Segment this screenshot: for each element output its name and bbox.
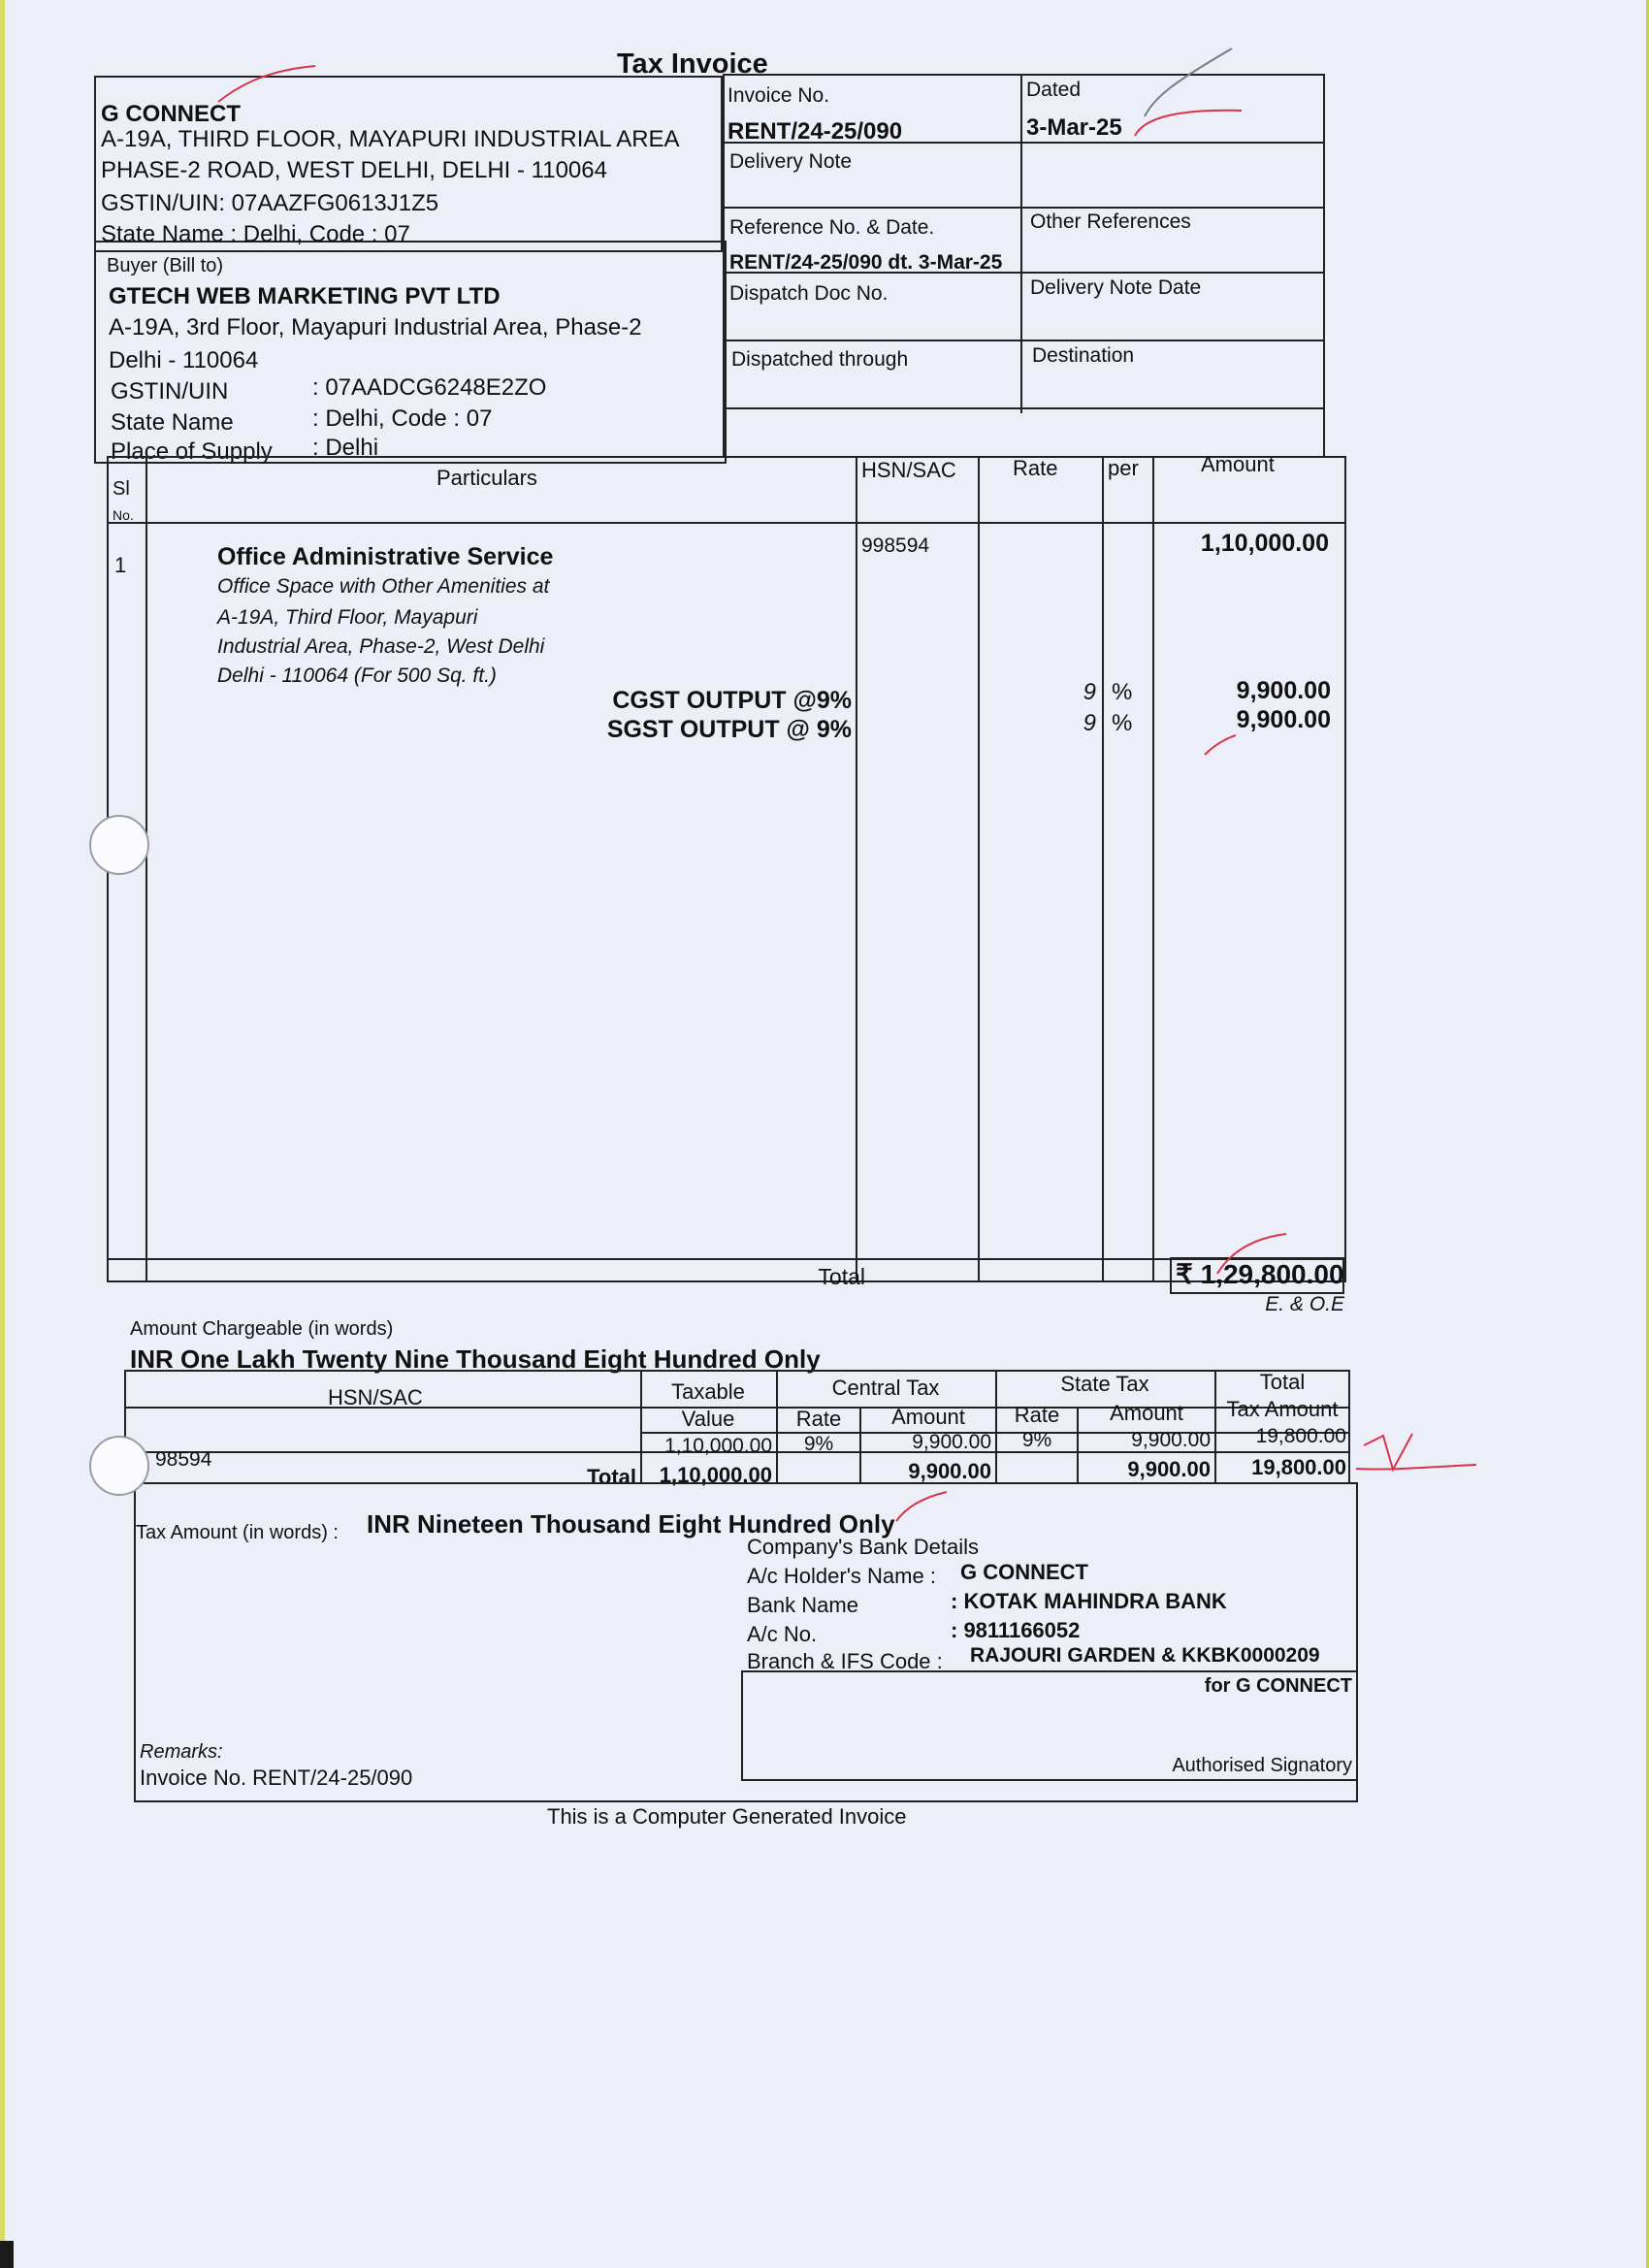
for-company: for G CONNECT xyxy=(1204,1675,1352,1697)
buyer-gstin: : 07AADCG6248E2ZO xyxy=(312,374,547,401)
tax-row-central-rate: 9% xyxy=(803,1433,834,1455)
item-hsn: 998594 xyxy=(861,535,930,557)
seller-state: State Name : Delhi, Code : 07 xyxy=(101,221,410,247)
punch-hole xyxy=(89,1436,149,1496)
invoice-no-label: Invoice No. xyxy=(728,84,830,107)
initial-mark xyxy=(1354,1426,1480,1484)
tax-line-cgst-amount: 9,900.00 xyxy=(1236,677,1331,704)
bank-branch-label: Branch & IFS Code : xyxy=(747,1649,943,1673)
tax-col-total-amount: Tax Amount xyxy=(1226,1397,1339,1421)
reference-value: RENT/24-25/090 dt. 3-Mar-25 xyxy=(729,251,1003,274)
tax-total-total: 19,800.00 xyxy=(1251,1455,1346,1479)
bank-name: : KOTAK MAHINDRA BANK xyxy=(951,1589,1227,1613)
buyer-address-line1: A-19A, 3rd Floor, Mayapuri Industrial Area, Phase-2 xyxy=(109,314,642,340)
buyer-state-label: State Name xyxy=(111,409,234,436)
tax-row-central-amount: 9,900.00 xyxy=(912,1431,991,1453)
item-desc-line: A-19A, Third Floor, Mayapuri xyxy=(217,606,478,629)
tax-col-central-rate: Rate xyxy=(795,1407,842,1431)
remarks-value: Invoice No. RENT/24-25/090 xyxy=(140,1766,413,1790)
col-header-per: per xyxy=(1108,456,1139,480)
bank-branch: RAJOURI GARDEN & KKBK0000209 xyxy=(970,1644,1320,1667)
tax-row-taxable: 1,10,000.00 xyxy=(664,1435,772,1457)
remarks-label: Remarks: xyxy=(140,1741,223,1763)
other-references-label: Other References xyxy=(1030,211,1191,233)
dated-value: 3-Mar-25 xyxy=(1026,114,1122,141)
tax-row-state-amount: 9,900.00 xyxy=(1131,1429,1211,1451)
tax-line-sgst-rate: 9 xyxy=(1083,710,1096,736)
tax-total-taxable: 1,10,000.00 xyxy=(659,1463,772,1487)
seller-address-line2: PHASE-2 ROAD, WEST DELHI, DELHI - 110064 xyxy=(101,157,607,183)
seller-gstin: GSTIN/UIN: 07AAZFG0613J1Z5 xyxy=(101,190,439,216)
seller-name: G CONNECT xyxy=(101,101,241,127)
tax-col-total: Total xyxy=(1259,1370,1306,1394)
grand-total: ₹ 1,29,800.00 xyxy=(1176,1259,1344,1289)
buyer-gstin-label: GSTIN/UIN xyxy=(111,378,229,405)
amount-words: INR One Lakh Twenty Nine Thousand Eight Hundred Only xyxy=(130,1345,821,1374)
buyer-label: Buyer (Bill to) xyxy=(107,255,224,276)
tax-line-sgst-amount: 9,900.00 xyxy=(1236,706,1331,733)
authorised-signatory: Authorised Signatory xyxy=(1172,1755,1352,1776)
invoice-title: Tax Invoice xyxy=(617,49,768,80)
delivery-note-label: Delivery Note xyxy=(729,150,853,173)
scan-corner xyxy=(0,2241,14,2268)
item-sl: 1 xyxy=(114,553,127,577)
place-of-supply-label: Place of Supply xyxy=(111,438,273,465)
tax-col-state: State Tax xyxy=(1060,1372,1149,1396)
tax-words-label: Tax Amount (in words) : xyxy=(136,1522,339,1543)
paper-edge xyxy=(0,0,5,2268)
col-header-hsn: HSN/SAC xyxy=(861,458,956,482)
dispatched-through-label: Dispatched through xyxy=(731,348,909,371)
col-header-particulars: Particulars xyxy=(436,466,537,490)
place-of-supply: : Delhi xyxy=(312,435,379,461)
tax-col-state-amount: Amount xyxy=(1110,1401,1183,1425)
tax-line-cgst-per: % xyxy=(1112,679,1133,705)
col-header-no: No. xyxy=(113,507,134,523)
reference-label: Reference No. & Date. xyxy=(729,216,935,239)
delivery-note-date-label: Delivery Note Date xyxy=(1030,276,1202,299)
eoe-note: E. & O.E xyxy=(1265,1293,1344,1315)
tax-col-taxable: Taxable xyxy=(671,1379,745,1404)
bank-holder-label: A/c Holder's Name : xyxy=(747,1564,936,1588)
buyer-address-line2: Delhi - 110064 xyxy=(109,347,259,373)
footer-note: This is a Computer Generated Invoice xyxy=(547,1804,907,1829)
tax-col-central-amount: Amount xyxy=(891,1405,965,1429)
item-desc-line: Delhi - 110064 (For 500 Sq. ft.) xyxy=(217,664,497,687)
bank-name-label: Bank Name xyxy=(747,1593,858,1617)
item-name: Office Administrative Service xyxy=(217,543,554,570)
tax-col-hsn: HSN/SAC xyxy=(328,1385,423,1409)
bank-heading: Company's Bank Details xyxy=(747,1535,979,1559)
items-total-label: Total xyxy=(818,1264,865,1289)
tax-total-central-amount: 9,900.00 xyxy=(908,1459,991,1483)
amount-words-label: Amount Chargeable (in words) xyxy=(130,1318,394,1340)
item-desc-line: Office Space with Other Amenities at xyxy=(217,575,550,598)
tax-row-total: 19,800.00 xyxy=(1255,1425,1346,1447)
tax-line-sgst-name: SGST OUTPUT @ 9% xyxy=(606,716,852,743)
invoice-no: RENT/24-25/090 xyxy=(728,118,903,145)
col-header-rate: Rate xyxy=(1013,456,1058,480)
tax-line-cgst-name: CGST OUTPUT @9% xyxy=(612,687,852,714)
buyer-name: GTECH WEB MARKETING PVT LTD xyxy=(109,283,501,309)
punch-hole xyxy=(89,815,149,875)
buyer-state: : Delhi, Code : 07 xyxy=(312,405,493,432)
item-amount: 1,10,000.00 xyxy=(1200,530,1329,557)
bank-ac-label: A/c No. xyxy=(747,1622,818,1646)
tax-line-sgst-per: % xyxy=(1112,710,1133,736)
tax-col-state-rate: Rate xyxy=(1014,1403,1060,1427)
tax-col-central: Central Tax xyxy=(831,1376,940,1400)
tax-line-cgst-rate: 9 xyxy=(1083,679,1096,705)
tax-total-state-amount: 9,900.00 xyxy=(1127,1457,1211,1481)
tax-row-hsn: 98594 xyxy=(155,1448,212,1471)
bank-holder: G CONNECT xyxy=(960,1560,1088,1584)
tax-row-state-rate: 9% xyxy=(1021,1429,1052,1451)
item-desc-line: Industrial Area, Phase-2, West Delhi xyxy=(217,635,545,658)
dispatch-doc-label: Dispatch Doc No. xyxy=(729,282,889,305)
col-header-amount: Amount xyxy=(1201,452,1275,476)
seller-address-line1: A-19A, THIRD FLOOR, MAYAPURI INDUSTRIAL AREA xyxy=(101,126,680,152)
tax-col-taxable-value: Value xyxy=(681,1407,735,1431)
dated-label: Dated xyxy=(1026,79,1082,101)
tax-words: INR Nineteen Thousand Eight Hundred Only xyxy=(367,1509,895,1539)
destination-label: Destination xyxy=(1032,344,1135,367)
tax-total-label: Total xyxy=(587,1465,636,1489)
col-header-sl: Sl xyxy=(113,478,130,500)
bank-ac: : 9811166052 xyxy=(951,1618,1081,1642)
